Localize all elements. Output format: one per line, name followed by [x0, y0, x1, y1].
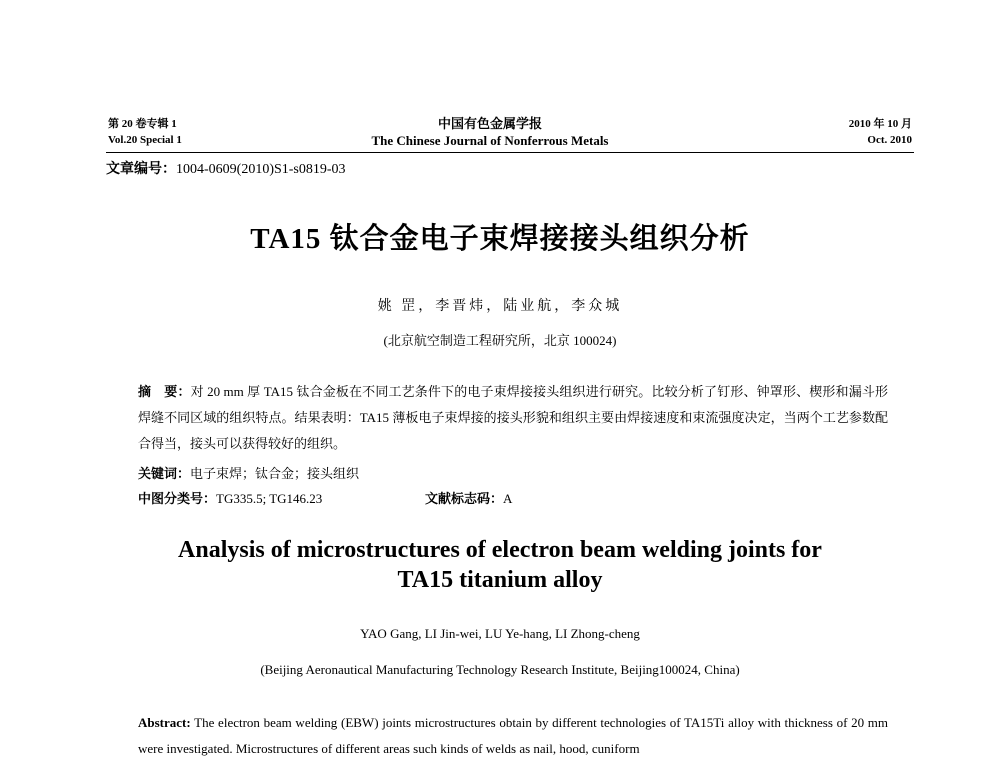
cn-classification: [138, 488, 322, 507]
header-journal: [330, 115, 650, 149]
cn-doc-code-label: 文献标志码：: [425, 491, 504, 506]
en-title-line1: Analysis of microstructures of electron beam welding joints for: [178, 537, 822, 563]
header-journal-cn: 中国有色金属学报: [437, 116, 542, 131]
article-number-label: 文章编号：: [106, 162, 176, 177]
header-date: [849, 116, 912, 148]
cn-affiliation: (北京航空制造工程研究所，北京 100024): [383, 333, 617, 348]
en-abstract-label: Abstract:: [138, 715, 191, 730]
cn-keywords: [138, 463, 359, 482]
cn-abstract-label: 摘 要：: [138, 384, 191, 399]
en-abstract-text: The electron beam welding (EBW) joints microstructures obtain by different technologies of TA15Ti alloy with thickness of 20 mm were investigated. Microstructures of different areas such kinds of welds as nail, hood, cuniform: [138, 715, 889, 756]
header-date-en: Oct. 2010: [867, 134, 912, 146]
header-date-cn: 2010 年 10 月: [848, 118, 912, 130]
article-number-value: 1004-0609(2010)S1-s0819-03: [176, 162, 346, 177]
header-volume-cn: 第 20 卷专辑 1: [108, 118, 177, 130]
cn-clc-value: TG335.5; TG146.23: [216, 491, 323, 506]
cn-authors: 姚 罡，李晋炜，陆业航，李众城: [377, 299, 623, 314]
header-volume: [108, 116, 182, 148]
header-volume-en: Vol.20 Special 1: [108, 134, 182, 146]
en-affiliation: (Beijing Aeronautical Manufacturing Technology Research Institute, Beijing100024, China): [260, 662, 740, 677]
cn-clc-label: 中图分类号：: [138, 491, 217, 506]
cn-title: TA15 钛合金电子束焊接接头组织分析: [250, 223, 750, 255]
cn-abstract: [138, 379, 888, 457]
cn-keywords-label: 关键词：: [138, 466, 191, 481]
en-authors: YAO Gang, LI Jin-wei, LU Ye-hang, LI Zhong-cheng: [360, 626, 640, 641]
cn-doc-code-value: A: [503, 491, 513, 506]
header-rule: [106, 152, 914, 153]
en-title: [0, 535, 1000, 595]
cn-keywords-text: 电子束焊；钛合金；接头组织: [190, 466, 360, 481]
article-number: [106, 158, 346, 178]
cn-abstract-text: 对 20 mm 厚 TA15 钛合金板在不同工艺条件下的电子束焊接接头组织进行研究。比较分析了钉形、钟罩形、楔形和漏斗形焊缝不同区域的组织特点。结果表明：TA15 薄板电子束焊接的接头形貌和组织主要由焊接速度和束流强度决定，当两个工艺参数配合得当，接头可以获得较好的组织。: [138, 384, 888, 451]
header-journal-en: The Chinese Journal of Nonferrous Metals: [371, 133, 609, 148]
en-title-line2: TA15 titanium alloy: [397, 567, 603, 593]
en-abstract: [138, 710, 888, 762]
cn-document-code: [425, 488, 512, 507]
